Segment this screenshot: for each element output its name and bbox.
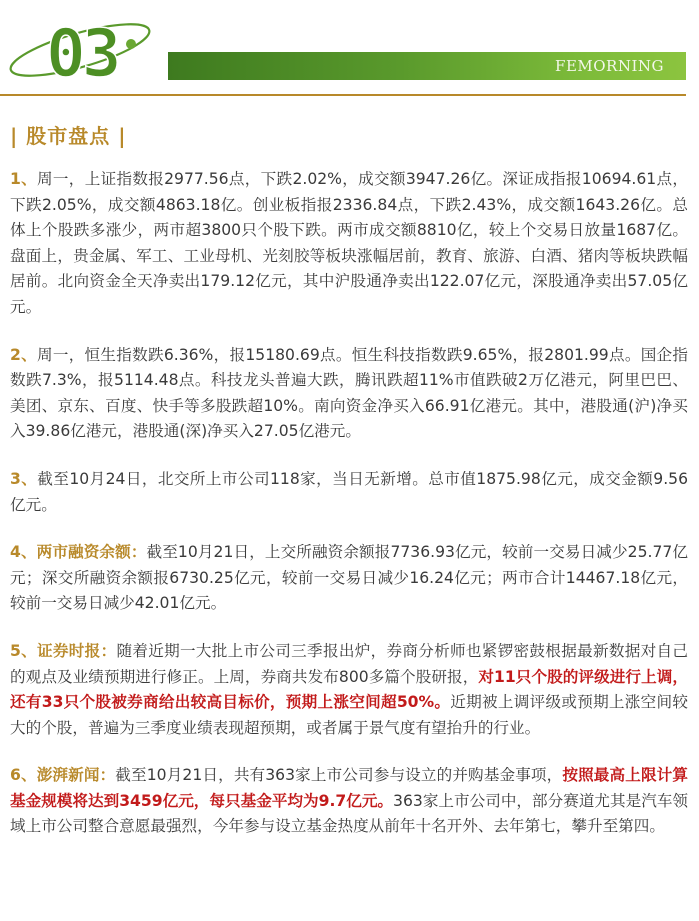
list-item [10,343,688,445]
section-number: 03 [46,15,118,92]
item-text: 截至10月21日，共有363家上市公司参与设立的并购基金事项， [115,766,563,785]
list-item [10,467,688,518]
list-item [10,639,688,741]
item-text: 截至10月21日，上交所融资余额报7736.93亿元，较前一交易日减少25.77亿元；深交所融资余额报6730.25亿元，较前一交易日减少16.24亿元；两市合计14467.18亿元，较前一交易日减少42.01亿元。 [10,543,689,613]
header-divider [0,94,686,96]
list-item [10,763,688,840]
item-source: 澎湃新闻： [36,766,116,785]
item-number: 3、 [10,469,38,488]
brand-text: FEMORNING [555,57,664,75]
item-highlight: 按照最高上限计算基金规模将达到3459亿元，每只基金平均为9.7亿元。 [10,766,688,810]
orbit-dot [126,39,136,49]
section-title: | 股市盘点 | [10,124,127,148]
item-source: 两市融资余额： [36,543,147,562]
section-number-emblem [0,0,699,96]
item-text: 截至10月24日，北交所上市公司118家，当日无新增。总市值1875.98亿元，成交金额9.56亿元。 [10,469,689,514]
brand-bar [168,52,686,80]
item-text: 近期被上调评级或预期上涨空间较大的个股，普遍为三季度业绩表现超预期，或者属于景气度有望抬升的行业。 [10,693,688,737]
item-text: 周一，上证指数报2977.56点，下跌2.02%，成交额3947.26亿。深证成指报10694.61点，下跌2.05%，成交额4863.18亿。创业板指报2336.84点，下跌2.43%，成交额1643.26亿。总体上个股跌多涨少，两市超3800只个股下跌。两市成交额8810亿，较上个交易日放量1687亿。盘面上，贵金属、军工、工业母机、光刻胶等板块涨幅居前，教育、旅游、白酒、猪肉等板块跌幅居前。北向资金全天净卖出179.12亿元，其中沪股通净卖出122.07亿元，深股通净卖出57.05亿元。 [10,170,688,316]
item-number: 6、 [10,766,37,785]
item-source: 证券时报： [37,641,117,660]
list-item [10,540,688,617]
item-text: 363家上市公司中，部分赛道尤其是汽车领域上市公司整合意愿最强烈，今年参与设立基金热度从前年十名开外、去年第七，攀升至第四。 [10,791,689,836]
item-number: 2、 [10,345,37,364]
item-number: 5、 [10,641,38,660]
item-text: 周一，恒生指数跌6.36%，报15180.69点。恒生科技指数跌9.65%，报2801.99点。国企指数跌7.3%，报5114.48点。科技龙头普遍大跌，腾讯跌超11%市值跌破2万亿港元，阿里巴巴、美团、京东、百度、快手等多股跌超10%。南向资金净买入66.91亿港元。其中，港股通(沪)净买入39.86亿港元，港股通(深)净买入27.05亿港元。 [10,345,689,441]
item-number: 4、 [10,543,37,562]
item-number: 1、 [10,170,38,188]
section-header [0,0,699,95]
item-text: 随着近期一大批上市公司三季报出炉，券商分析师也紧锣密鼓根据最新数据对自己的观点及业绩预期进行修正。上周，券商共发布800多篇个股研报， [10,641,688,686]
news-list [10,167,688,862]
item-highlight: 对11只个股的评级进行上调，还有33只个股被券商给出较高目标价，预期上涨空间超50%。 [10,667,688,712]
list-item [10,167,688,321]
